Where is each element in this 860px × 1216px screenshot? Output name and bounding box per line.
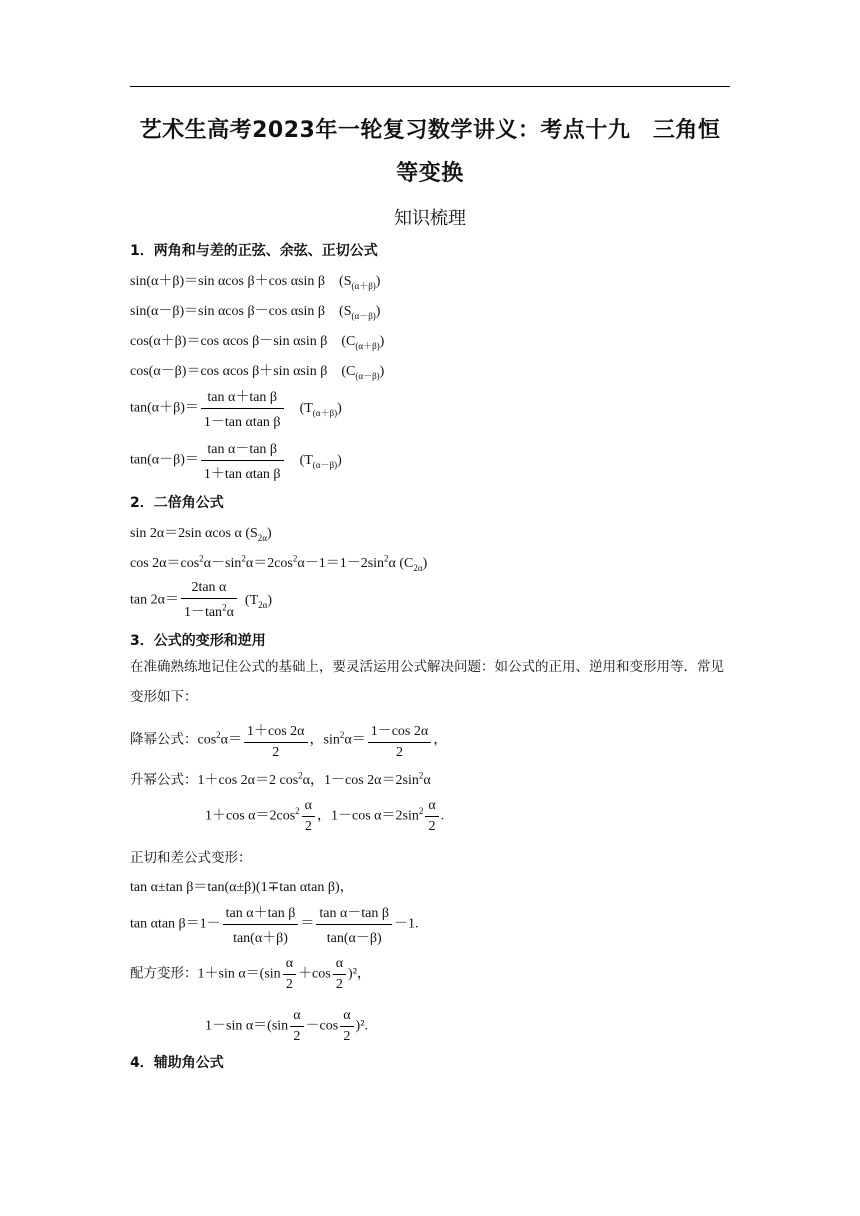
heading-auxiliary-angle: 4．辅助角公式: [130, 1055, 224, 1071]
formula-sin-double: sin 2α＝2sin αcos α $(S_{2\alpha})$: [130, 526, 272, 543]
formula-power-reduction: 降幂公式：$\cos^2\alpha=$ $\frac{1+\cos 2\alpha}{2}$ ，$\sin^2\alpha=$ $\frac{1-\cos 2\alpha}{2}$ ，: [130, 720, 447, 761]
paragraph-intro: 在准确熟练地记住公式的基础上，要灵活运用公式解决问题：如公式的正用、逆用和变形用等．常见变形如下：: [130, 659, 724, 705]
formula-sin-sum: sin(α＋β)＝sin αcos β＋cos αsin β $(S_{(\alpha+\beta)})$: [130, 274, 381, 291]
heading-transform: 3．公式的变形和逆用: [130, 633, 266, 649]
label-tan-transform: 正切和差公式变形：: [130, 850, 252, 866]
formula-sin-diff: sin(α－β)＝sin αcos β－cos αsin β $(S_{(\alpha-\beta)})$: [130, 304, 381, 321]
header-rule: [130, 86, 730, 87]
page-title-line2: 等变换: [396, 161, 464, 186]
formula-tan-diff: tan(α－β)＝ $\frac{\text{tan α－tan β}}{\text{1＋tan αtan β}}$ $(T_{(\alpha-\beta)})$: [130, 438, 342, 483]
heading-sum-difference: 1．两角和与差的正弦、余弦、正切公式: [130, 243, 378, 259]
heading-double-angle: 2．二倍角公式: [130, 495, 224, 511]
formula-tan-sum-transform: tan α±tan β＝tan(α±β)(1∓tan αtan β)，: [130, 880, 354, 895]
formula-power-raise: 升幂公式：1＋cos 2α＝2 $\cos^2\alpha$，1－cos $2\alpha=2\sin^2\alpha$: [130, 770, 431, 788]
formula-completing-square-1: 配方变形：1＋sin α＝(sin $\frac{\alpha}{2}$ ＋cos $\frac{\alpha}{2}$ )²，: [130, 956, 371, 992]
formula-completing-square-2: 1－sin α＝(sin $\frac{\alpha}{2}$ －cos $\frac{\alpha}{2}$ )².: [205, 1008, 368, 1044]
formula-power-raise-half: 1＋cos $\alpha=2\cos^2$ $\frac{\alpha}{2}$ ，1－cos $\alpha=2\sin^2$ $\frac{\alpha}{2}$ .: [205, 798, 445, 834]
formula-cos-sum: cos(α＋β)＝cos αcos β－sin αsin β $(C_{(\alpha+\beta)})$: [130, 334, 385, 351]
formula-cos-double: $\cos 2\alpha=\cos^2\alpha-\sin^2\alpha=2\cos^2\alpha-1=1-2\sin^2\alpha$ $(C_{2\alpha})$: [130, 553, 428, 573]
section-title: 知识梳理: [394, 208, 466, 229]
formula-cos-diff: cos(α－β)＝cos αcos β＋sin αsin β $(C_{(\alpha-\beta)})$: [130, 364, 385, 381]
formula-tan-sum: tan(α＋β)＝ $\frac{\text{tan α＋tan β}}{\text{1－tan αtan β}}$ $(T_{(\alpha+\beta)})$: [130, 386, 342, 431]
formula-tan-double: tan 2α＝ $\frac{\text{2tan α}}{1-\tan^2\alpha}$ $(T_{2\alpha})$: [130, 580, 273, 620]
formula-tan-product: tan αtan β＝1－ $\frac{\text{tan α＋tan β}}{\tan(\alpha+\beta)}$ ＝ $\frac{\text{tan α－tan β}}{\tan(\alpha-\beta)}$ －1.: [130, 902, 419, 947]
page-title-line1: 艺术生高考2023年一轮复习数学讲义：考点十九 三角恒: [139, 118, 721, 143]
